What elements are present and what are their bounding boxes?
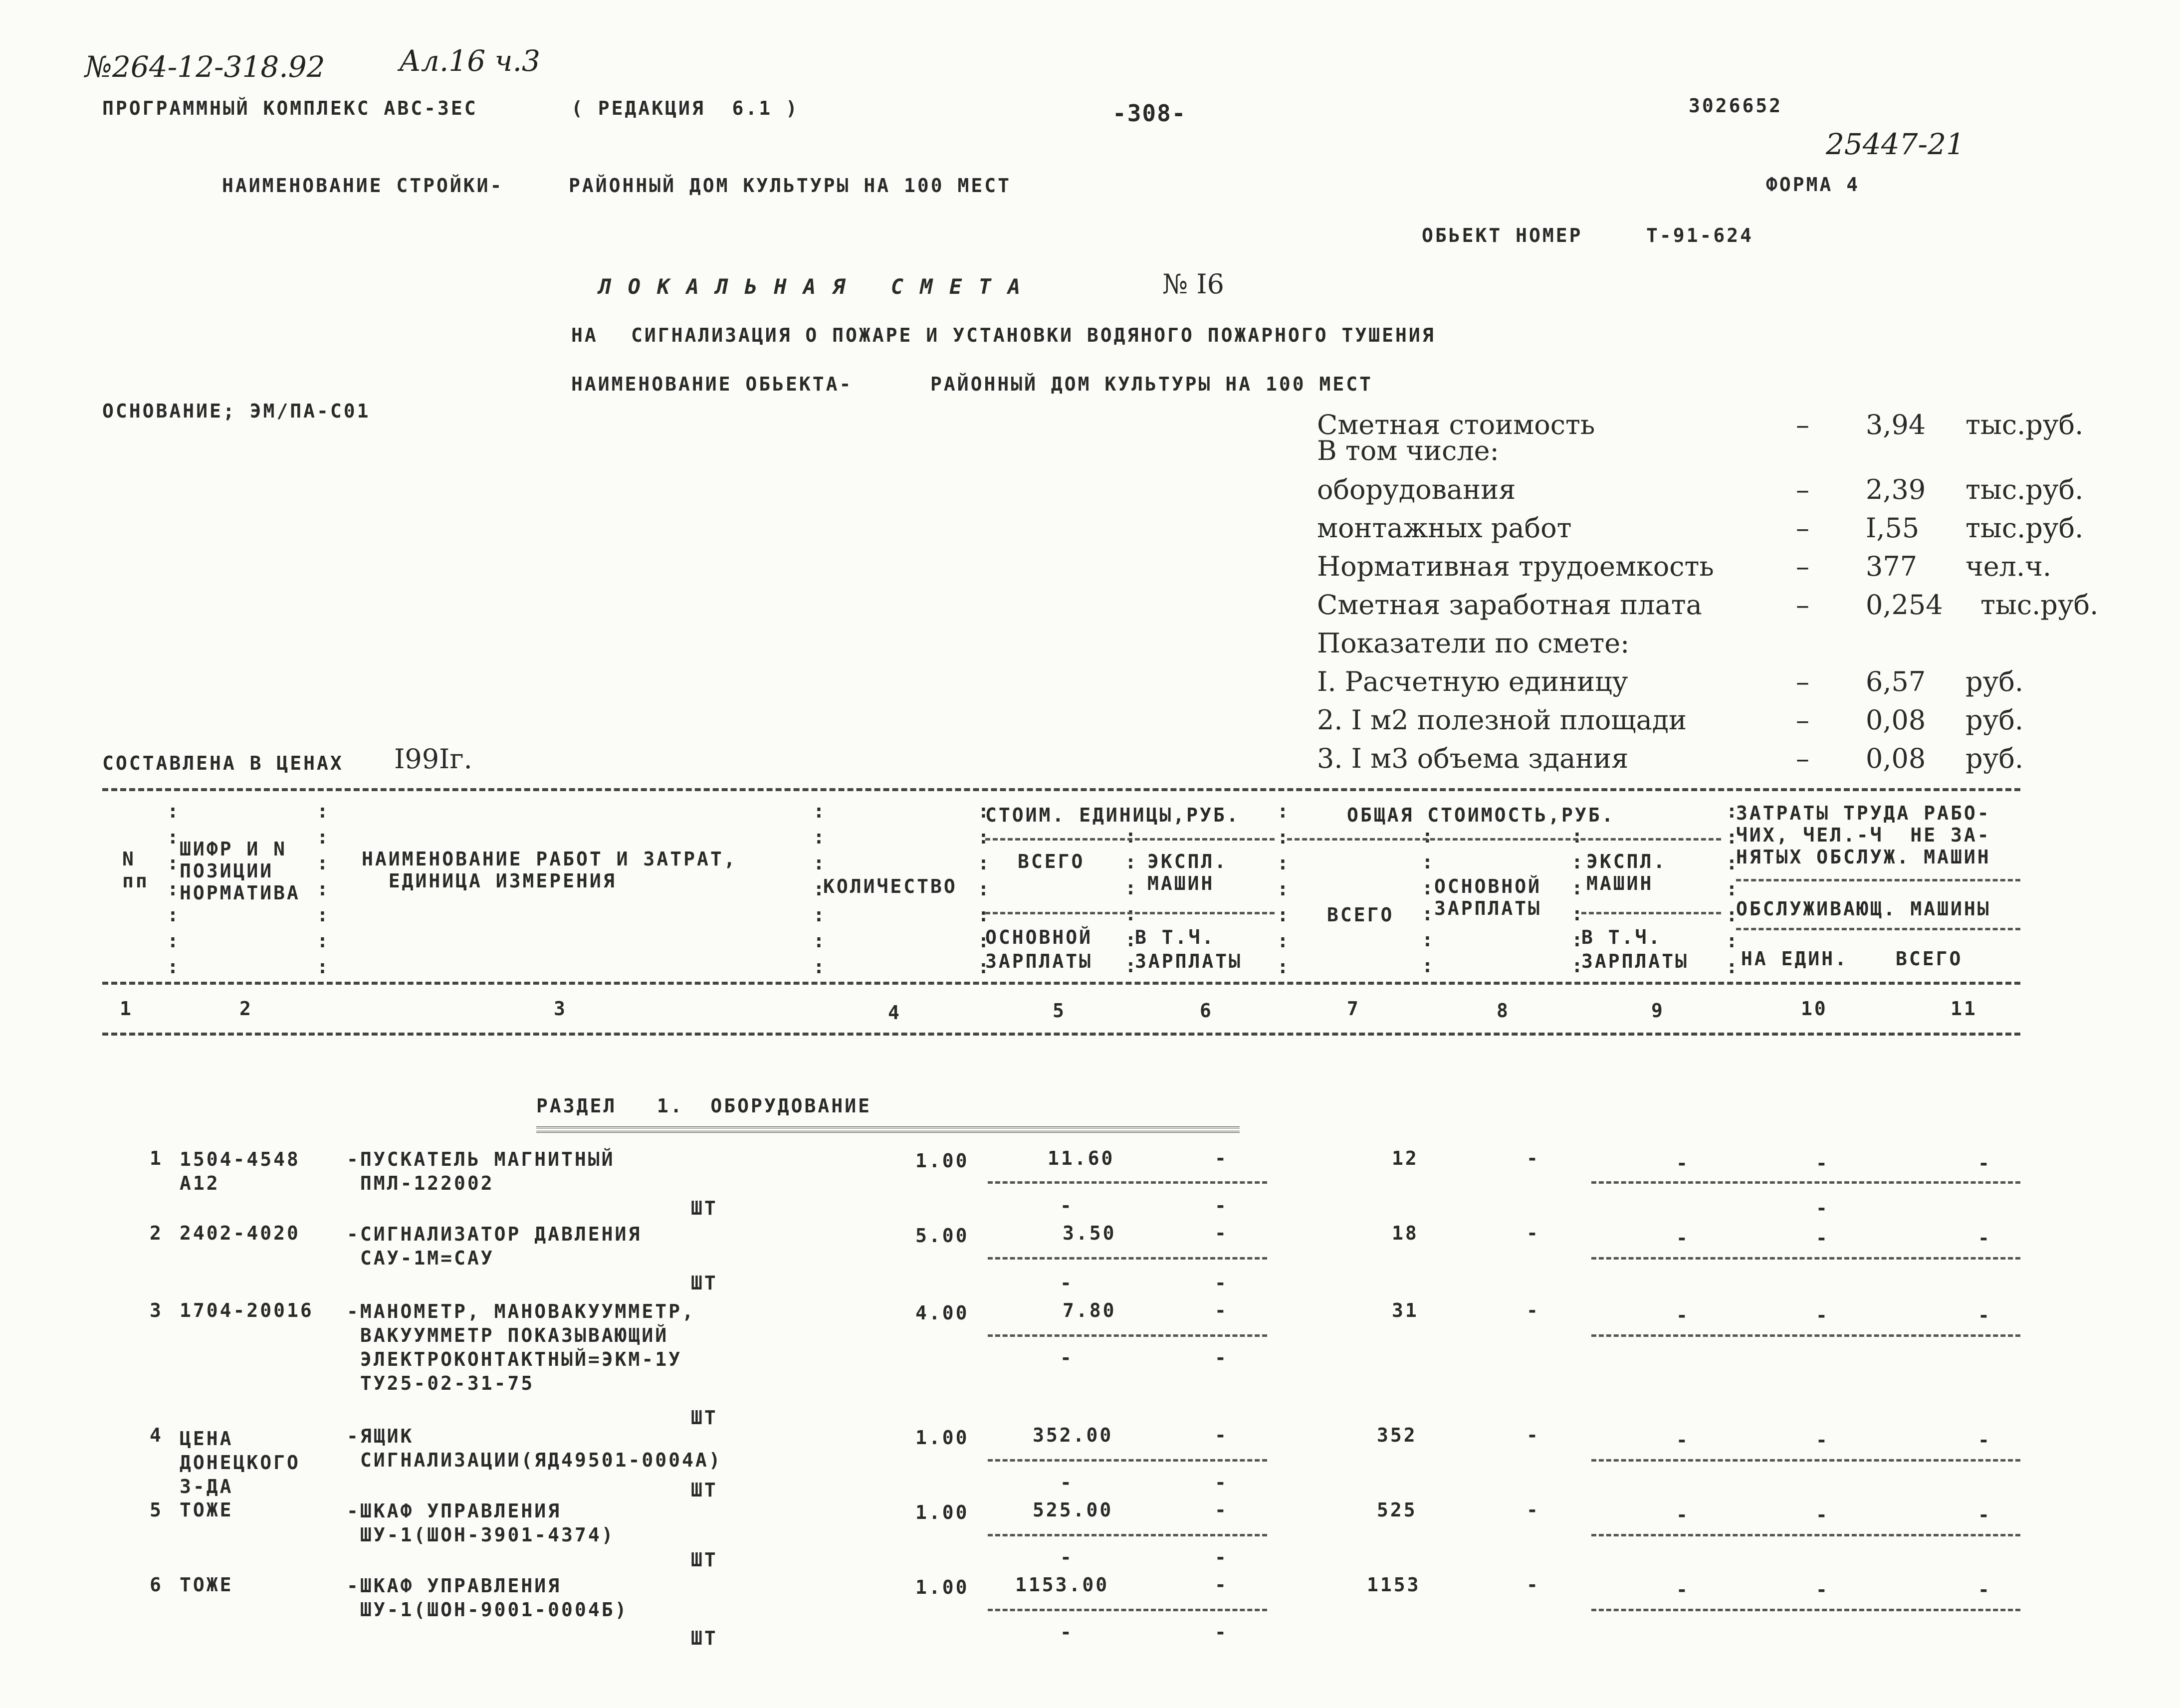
header-subrule <box>1736 928 2020 930</box>
row-mach-salary: - <box>1215 1272 1228 1294</box>
row-name: -СИГНАЛИЗАТОР ДАВЛЕНИЯ САУ-1М=САУ <box>347 1223 642 1269</box>
row-labor-unit: - <box>1816 1504 1829 1526</box>
column-number: 9 <box>1651 1000 1665 1022</box>
summary-row <box>1317 435 2165 472</box>
column-separator: : : : : : : : <box>167 800 179 978</box>
row-labor-all: - <box>1978 1227 1991 1249</box>
form-label: ФОРМА 4 <box>1766 174 1860 196</box>
object-number-label: ОБЬЕКТ НОМЕР <box>1422 224 1583 246</box>
header-subrule <box>1581 912 1721 914</box>
header-subrule <box>985 912 1275 914</box>
row-rule <box>988 1459 1267 1462</box>
row-salary: - <box>1060 1472 1074 1494</box>
summary-row <box>1317 743 2165 780</box>
software-edition: ( РЕДАКЦИЯ 6.1 ) <box>571 97 799 119</box>
summary-value: 377 <box>1866 551 1918 582</box>
row-mach-salary: - <box>1215 1347 1228 1369</box>
row-total-mach: - <box>1676 1504 1690 1526</box>
row-labor-unit: - <box>1816 1152 1829 1174</box>
row-total-salary: - <box>1526 1299 1540 1321</box>
subject-prefix: НА <box>571 324 598 346</box>
object-number: Т-91-624 <box>1646 224 1754 246</box>
header-unit-salary: ОСНОВНОЙ ЗАРПЛАТЫ <box>985 926 1093 972</box>
row-salary: - <box>1060 1195 1074 1217</box>
section-underline <box>536 1126 1240 1133</box>
column-number: 11 <box>1951 998 1977 1020</box>
row-mach: - <box>1215 1147 1228 1169</box>
row-quantity: 5.00 <box>915 1225 969 1247</box>
summary-label: Показатели по смете: <box>1317 628 1630 659</box>
row-code: ТОЖЕ <box>180 1574 233 1596</box>
row-mach: - <box>1215 1222 1228 1244</box>
row-quantity: 1.00 <box>915 1427 969 1449</box>
row-total-salary: - <box>1526 1424 1540 1446</box>
row-price: 11.60 <box>1048 1147 1115 1169</box>
row-mach: - <box>1215 1424 1228 1446</box>
column-number: 8 <box>1497 1000 1510 1022</box>
header-total-mach: ЭКСПЛ. МАШИН <box>1586 851 1667 894</box>
summary-unit: чел.ч. <box>1965 551 2051 582</box>
summary-label: В том числе: <box>1317 435 1499 466</box>
header-unit-total: ВСЕГО <box>1018 851 1085 872</box>
summary-label: Сметная заработная плата <box>1317 589 1702 621</box>
header-labor-group: ЗАТРАТЫ ТРУДА РАБО- ЧИХ, ЧЕЛ.-Ч НЕ ЗА- НЯТЫХ ОБСЛУЖ. МАШИН <box>1736 802 1991 868</box>
construction-name: РАЙОННЫЙ ДОМ КУЛЬТУРЫ НА 100 МЕСТ <box>569 175 1011 197</box>
header-col1: N пп <box>122 848 149 892</box>
row-total-mach: - <box>1676 1579 1690 1601</box>
row-mach-salary: - <box>1215 1546 1228 1568</box>
row-price: 3.50 <box>1063 1222 1116 1244</box>
row-number: 6 <box>150 1574 163 1596</box>
estimate-subject: СИГНАЛИЗАЦИЯ О ПОЖАРЕ И УСТАНОВКИ ВОДЯНОГО ПОЖАРНОГО ТУШЕНИЯ <box>631 324 1436 346</box>
summary-dash: – <box>1796 409 1809 440</box>
row-rule <box>988 1334 1267 1337</box>
row-rule <box>1591 1334 2020 1337</box>
row-labor-all: - <box>1978 1429 1991 1451</box>
row-total-salary: - <box>1526 1222 1540 1244</box>
row-rule <box>1591 1257 2020 1260</box>
summary-unit: руб. <box>1965 704 2024 736</box>
summary-unit: тыс.руб. <box>1965 409 2084 440</box>
summary-label: Сметная стоимость <box>1317 409 1595 440</box>
column-number: 5 <box>1053 1000 1066 1022</box>
row-labor-unit: - <box>1816 1197 1829 1219</box>
row-total-salary: - <box>1526 1574 1540 1596</box>
header-labor-all: ВСЕГО <box>1896 948 1963 970</box>
header-bottom-rule <box>102 1033 2020 1036</box>
row-unit: ШТ <box>691 1197 718 1219</box>
summary-label: I. Расчетную единицу <box>1317 666 1628 697</box>
row-number: 1 <box>150 1147 163 1169</box>
row-labor-unit: - <box>1816 1227 1829 1249</box>
row-code: 2402-4020 <box>180 1222 300 1244</box>
column-number: 2 <box>239 998 253 1020</box>
row-rule <box>988 1257 1267 1260</box>
row-rule <box>1591 1609 2020 1611</box>
row-rule <box>988 1609 1267 1611</box>
summary-dash: – <box>1796 666 1809 697</box>
handwritten-album-note: Ал.16 ч.3 <box>399 44 540 78</box>
summary-value: 2,39 <box>1866 474 1926 505</box>
row-salary: - <box>1060 1546 1074 1568</box>
handwritten-inventory-number: 25447-21 <box>1826 127 1964 161</box>
summary-value: 6,57 <box>1866 666 1926 697</box>
row-total-salary: - <box>1526 1147 1540 1169</box>
row-rule <box>1591 1534 2020 1536</box>
row-total: 352 <box>1377 1424 1417 1446</box>
row-total-mach: - <box>1676 1304 1690 1326</box>
column-number: 3 <box>554 998 567 1020</box>
summary-unit: тыс.руб. <box>1965 512 2084 544</box>
estimate-number: № I6 <box>1162 268 1224 300</box>
row-labor-unit: - <box>1816 1304 1829 1326</box>
row-unit: ШТ <box>691 1479 718 1501</box>
summary-label: 2. I м2 полезной площади <box>1317 704 1687 736</box>
row-name: -ЯЩИК СИГНАЛИЗАЦИИ(ЯД49501-0004А) <box>347 1425 722 1471</box>
column-separator: : : : : : : <box>1571 825 1583 977</box>
header-total-mach-salary: В Т.Ч. ЗАРПЛАТЫ <box>1581 926 1689 972</box>
row-unit: ШТ <box>691 1407 718 1429</box>
row-unit: ШТ <box>691 1272 718 1294</box>
row-rule <box>988 1534 1267 1536</box>
row-price: 352.00 <box>1033 1424 1113 1446</box>
row-salary: - <box>1060 1272 1074 1294</box>
summary-unit: тыс.руб. <box>1965 474 2084 505</box>
header-unit-cost-group: СТОИМ. ЕДИНИЦЫ,РУБ. <box>985 804 1240 826</box>
row-mach: - <box>1215 1299 1228 1321</box>
summary-row <box>1317 589 2165 626</box>
header-rule <box>102 982 2020 985</box>
row-price: 525.00 <box>1033 1499 1113 1521</box>
summary-dash: – <box>1796 704 1809 736</box>
row-unit: ШТ <box>691 1549 718 1571</box>
handwritten-archive-number: №264-12-318.92 <box>85 50 325 84</box>
header-labor-sub: ОБСЛУЖИВАЮЩ. МАШИНЫ <box>1736 898 1991 920</box>
summary-unit: руб. <box>1965 666 2024 697</box>
summary-row <box>1317 666 2165 703</box>
row-total-mach: - <box>1676 1429 1690 1451</box>
row-code: 1704-20016 <box>180 1299 314 1321</box>
header-col2: ШИФР И N ПОЗИЦИИ НОРМАТИВА <box>180 838 300 904</box>
row-mach-salary: - <box>1215 1472 1228 1494</box>
row-mach-salary: - <box>1215 1621 1228 1643</box>
summary-dash: – <box>1796 512 1809 544</box>
column-separator: : : : : : : <box>1422 825 1433 977</box>
row-unit: ШТ <box>691 1627 718 1649</box>
row-salary: - <box>1060 1347 1074 1369</box>
row-mach: - <box>1215 1574 1228 1596</box>
row-quantity: 4.00 <box>915 1302 969 1324</box>
row-rule <box>1591 1459 2020 1462</box>
summary-row <box>1317 474 2165 511</box>
column-separator: : : : : : : <box>1125 825 1136 977</box>
row-number: 4 <box>150 1424 163 1446</box>
row-rule <box>1591 1181 2020 1184</box>
row-labor-unit: - <box>1816 1579 1829 1601</box>
estimate-title: Л О К А Л Ь Н А Я С М Е Т А <box>599 274 1023 299</box>
section-title: РАЗДЕЛ 1. ОБОРУДОВАНИЕ <box>536 1095 872 1117</box>
row-labor-all: - <box>1978 1579 1991 1601</box>
row-labor-all: - <box>1978 1504 1991 1526</box>
column-number: 10 <box>1801 998 1828 1020</box>
prices-label: СОСТАВЛЕНА В ЦЕНАХ <box>102 752 344 774</box>
prices-year: I99Iг. <box>394 743 472 775</box>
row-name: -ШКАФ УПРАВЛЕНИЯ ШУ-1(ШОН-9001-0004Б) <box>347 1575 629 1621</box>
object-name-label: НАИМЕНОВАНИЕ ОБЬЕКТА- <box>571 373 853 395</box>
header-subrule <box>1736 879 2020 881</box>
row-labor-all: - <box>1978 1304 1991 1326</box>
summary-row <box>1317 628 2165 664</box>
object-name: РАЙОННЫЙ ДОМ КУЛЬТУРЫ НА 100 МЕСТ <box>930 373 1373 395</box>
summary-label: оборудования <box>1317 474 1516 505</box>
column-separator: : : : : : : : <box>978 800 989 978</box>
row-total-salary: - <box>1526 1499 1540 1521</box>
row-total-mach: - <box>1676 1152 1690 1174</box>
row-name: -ПУСКАТЕЛЬ МАГНИТНЫЙ ПМЛ-122002 <box>347 1148 615 1194</box>
header-col4: КОЛИЧЕСТВО <box>823 875 957 897</box>
header-total-salary: ОСНОВНОЙ ЗАРПЛАТЫ <box>1434 875 1542 919</box>
construction-label: НАИМЕНОВАНИЕ СТРОЙКИ- <box>222 175 504 197</box>
row-salary: - <box>1060 1621 1074 1643</box>
header-subrule <box>1287 838 1721 841</box>
row-labor-all: - <box>1978 1152 1991 1174</box>
row-quantity: 1.00 <box>915 1150 969 1172</box>
header-labor-unit: НА ЕДИН. <box>1741 948 1849 970</box>
summary-unit: руб. <box>1965 743 2024 774</box>
row-quantity: 1.00 <box>915 1576 969 1598</box>
summary-value: 0,254 <box>1866 589 1943 621</box>
column-number: 7 <box>1347 998 1360 1020</box>
summary-unit: тыс.руб. <box>1980 589 2099 621</box>
column-number: 4 <box>888 1002 901 1024</box>
summary-value: I,55 <box>1866 512 1920 544</box>
page-number: -308- <box>1112 100 1187 127</box>
column-number: 1 <box>120 998 133 1020</box>
summary-dash: – <box>1796 589 1809 621</box>
row-labor-unit: - <box>1816 1429 1829 1451</box>
header-subrule <box>985 838 1275 841</box>
row-price: 1153.00 <box>1015 1574 1109 1596</box>
row-number: 5 <box>150 1499 163 1521</box>
summary-label: Нормативная трудоемкость <box>1317 551 1714 582</box>
summary-row <box>1317 551 2165 588</box>
row-total: 18 <box>1392 1222 1419 1244</box>
column-separator: : : : : : : : <box>1277 800 1289 978</box>
row-name: -ШКАФ УПРАВЛЕНИЯ ШУ-1(ШОН-3901-4374) <box>347 1500 615 1546</box>
header-unit-mach-salary: В Т.Ч. ЗАРПЛАТЫ <box>1135 926 1243 972</box>
column-separator: : : : : : : : <box>1726 800 1738 978</box>
header-total-group: ОБЩАЯ СТОИМОСТЬ,РУБ. <box>1347 804 1615 826</box>
column-separator: : : : : : : : <box>813 800 825 978</box>
row-total: 12 <box>1392 1147 1419 1169</box>
summary-value: 0,08 <box>1866 704 1926 736</box>
summary-label: монтажных работ <box>1317 512 1572 544</box>
summary-value: 0,08 <box>1866 743 1926 774</box>
summary-value: 3,94 <box>1866 409 1926 440</box>
summary-dash: – <box>1796 743 1809 774</box>
basis-line: ОСНОВАНИЕ; ЭМ/ПА-С01 <box>102 400 371 422</box>
row-mach-salary: - <box>1215 1195 1228 1217</box>
row-total-mach: - <box>1676 1227 1690 1249</box>
summary-row <box>1317 512 2165 549</box>
row-quantity: 1.00 <box>915 1501 969 1523</box>
column-number: 6 <box>1200 1000 1213 1022</box>
header-col3: НАИМЕНОВАНИЕ РАБОТ И ЗАТРАТ, ЕДИНИЦА ИЗМЕРЕНИЯ <box>362 848 737 892</box>
column-separator: : : : : : : : <box>317 800 328 978</box>
row-number: 2 <box>150 1222 163 1244</box>
row-code: 1504-4548 А12 <box>180 1148 300 1194</box>
row-code: ТОЖЕ <box>180 1499 233 1521</box>
row-code: ЦЕНА ДОНЕЦКОГО З-ДА <box>180 1428 300 1497</box>
table-top-rule <box>102 788 2020 791</box>
summary-dash: – <box>1796 474 1809 505</box>
header-unit-mach: ЭКСПЛ. МАШИН <box>1147 851 1228 894</box>
summary-label: 3. I м3 объема здания <box>1317 743 1629 774</box>
row-name: -МАНОМЕТР, МАНОВАКУУММЕТР, ВАКУУММЕТР ПОКАЗЫВАЮЩИЙ ЭЛЕКТРОКОНТАКТНЫЙ=ЭКМ-1У ТУ25-02-31-75 <box>347 1300 695 1394</box>
header-total-all: ВСЕГО <box>1327 904 1394 926</box>
row-price: 7.80 <box>1063 1299 1116 1321</box>
row-mach: - <box>1215 1499 1228 1521</box>
row-total: 31 <box>1392 1299 1419 1321</box>
summary-dash: – <box>1796 551 1809 582</box>
row-number: 3 <box>150 1299 163 1321</box>
summary-row <box>1317 704 2165 741</box>
document-code: 3026652 <box>1689 95 1783 117</box>
row-total: 525 <box>1377 1499 1417 1521</box>
row-total: 1153 <box>1367 1574 1421 1596</box>
row-rule <box>988 1181 1267 1184</box>
software-name: ПРОГРАММНЫЙ КОМПЛЕКС АВС-ЗЕС <box>102 97 478 119</box>
